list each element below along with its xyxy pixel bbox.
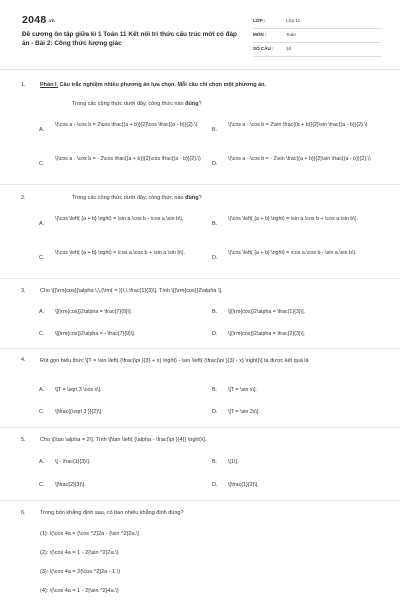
option-letter[interactable]: D. <box>212 331 218 337</box>
option-a[interactable]: \[ - \frac{1}{3}\]. <box>55 459 91 465</box>
statement-1: (1): \(\cos 4a = {\cos ^2}2a - {\sin ^2}2a.\) <box>40 531 140 537</box>
prompt-text: Trong các công thức dưới đây, công thức nào <box>72 195 186 201</box>
prompt-text: Trong các công thức dưới đây, công thức nào <box>72 101 186 107</box>
meta-row-count <box>253 43 381 57</box>
option-letter[interactable]: A. <box>39 459 45 465</box>
meta-label: LỚP : <box>253 18 266 23</box>
option-b[interactable]: \(\cos \left( {a + b} \right) = \sin a.\cos b + \cos a.\sin b\). <box>228 216 358 222</box>
option-c[interactable]: \(\cos a - \cos b = - 2\cos \frac{(a + b)}{2}\cos \frac{(a - b)}{2}.\) <box>55 156 201 162</box>
option-letter[interactable]: D. <box>212 409 218 415</box>
site-logo[interactable] <box>22 14 55 28</box>
option-letter[interactable]: C. <box>39 482 45 488</box>
document-meta <box>253 15 381 57</box>
option-letter[interactable]: B. <box>212 221 218 227</box>
option-letter[interactable]: B. <box>212 387 218 393</box>
section-heading: Phần I. <box>40 82 59 88</box>
question-divider <box>0 278 400 279</box>
option-a[interactable]: \(\cos \left( {a + b} \right) = \sin a.\cos b - \cos a.\sin b\). <box>55 216 184 222</box>
question-number: 2. <box>21 195 26 201</box>
option-letter[interactable]: C. <box>39 331 45 337</box>
question-divider <box>0 500 400 501</box>
document-header <box>0 0 400 70</box>
option-letter[interactable]: D. <box>212 255 218 261</box>
question-divider <box>0 348 400 349</box>
option-letter[interactable]: A. <box>39 127 45 133</box>
option-letter[interactable]: C. <box>39 255 45 261</box>
option-letter[interactable]: C. <box>39 409 45 415</box>
question-number: 1. <box>21 82 26 88</box>
meta-value: Toán <box>286 32 296 37</box>
meta-value: 16 <box>286 46 292 51</box>
option-d[interactable]: \(\cos \left( {a + b} \right) = \cos a.\cos b - \sin a.\sin b\). <box>228 250 357 256</box>
prompt-end: ? <box>198 195 202 201</box>
logo-suffix: .vn <box>47 18 55 23</box>
option-letter[interactable]: D. <box>212 482 218 488</box>
option-letter[interactable]: A. <box>39 309 45 315</box>
question-divider <box>0 427 400 428</box>
option-d[interactable]: \[\frac{1}{3}\]. <box>228 482 259 488</box>
meta-label: SỐ CÂU : <box>253 46 274 51</box>
option-b[interactable]: \[T = \sin x\]. <box>228 387 257 393</box>
option-letter[interactable]: B. <box>212 459 218 465</box>
prompt-end: ? <box>198 101 202 107</box>
question-prompt: Rút gọn biểu thức \[T = \sin \left( {\frac{\pi }{3} + x} \right) - \sin \left( {\frac{\pi }{3} - x} \right)\] ta được kết quả là <box>40 358 309 364</box>
prompt-emphasis: đúng <box>185 195 199 201</box>
prompt-emphasis: đúng <box>185 101 199 107</box>
option-c[interactable]: \[\frac{{\sqrt 3 }}{2}\]. <box>55 409 103 415</box>
option-b[interactable]: \[{\rm{cos}}2\alpha = \frac{1}{3}\]. <box>228 309 306 315</box>
meta-value: Lớp 11 <box>286 18 301 23</box>
statement-4: (4): \(\cos 4a = 1 - 2{\sin ^2}4a.\) <box>40 588 119 594</box>
question-number: 6. <box>21 510 26 516</box>
question-number: 5. <box>21 437 26 443</box>
option-b[interactable]: \[1\]. <box>228 459 239 465</box>
option-d[interactable]: \(\cos a - \cos b = - 2\sin \frac{(a + b)}{2}\sin \frac{(a - b)}{2}.\) <box>228 156 371 162</box>
option-letter[interactable]: A. <box>39 221 45 227</box>
option-a[interactable]: \[T = \sqrt 3 \cos x\]. <box>55 387 102 393</box>
option-d[interactable]: \[{\rm{cos}}2\alpha = \frac{2}{3}\]. <box>228 331 306 337</box>
option-b[interactable]: \(\cos a - \cos b = 2\sin \frac{(a + b)}{2}\sin \frac{(a - b)}{2}.\) <box>228 122 368 128</box>
question-prompt: Cho \[\tan \alpha = 2\]. Tính \[\tan \left( {\alpha - \frac{\pi }{4}} \right)\]. <box>40 437 207 443</box>
document-title: Đề cương ôn tập giữa kì 1 Toán 11 Kết nối tri thức cấu trúc mới có đáp án - Bài 2: Công thức lượng giác <box>22 31 237 47</box>
option-letter[interactable]: C. <box>39 161 45 167</box>
option-c[interactable]: \[{\rm{cos}}2\alpha = - \frac{7}{9}\]. <box>55 331 136 337</box>
option-a[interactable]: \[{\rm{cos}}2\alpha = \frac{7}{9}\]. <box>55 309 133 315</box>
logo-text: 2048 <box>22 14 47 26</box>
question-prompt <box>72 101 372 108</box>
question-number: 3. <box>21 288 26 294</box>
option-letter[interactable]: A. <box>39 387 45 393</box>
question-divider <box>0 184 400 185</box>
option-c[interactable]: \(\cos \left( {a + b} \right) = \cos a.\cos b + \sin a.\sin b\). <box>55 250 185 256</box>
statement-2: (2): \(\cos 4a = 1 - 2{\sin ^2}2a.\) <box>40 550 119 556</box>
option-letter[interactable]: B. <box>212 127 218 133</box>
statement-3: (3): \(\cos 4a = 2{\cos ^2}2a - 1.\) <box>40 569 121 575</box>
meta-row-class <box>253 15 381 29</box>
section-text: Câu trắc nghiệm nhiều phương án lựa chọn. Mỗi câu chỉ chọn một phương án. <box>58 82 267 88</box>
meta-row-subject <box>253 29 381 43</box>
question-prompt: Cho \[{\rm{cos}}\alpha \,\,{\rm{ = }}\,\,\frac{1}{3}\]. Tính \[{\rm{cos}}2\alpha \]. <box>40 288 223 294</box>
option-c[interactable]: \[\frac{2}{3}\]. <box>55 482 86 488</box>
question-number: 4. <box>21 357 26 363</box>
meta-label: MÔN : <box>253 32 267 37</box>
option-letter[interactable]: B. <box>212 309 218 315</box>
option-d[interactable]: \[T = \sin 2x\]. <box>228 409 260 415</box>
option-letter[interactable]: D. <box>212 161 218 167</box>
question-prompt <box>72 195 372 202</box>
question-prompt: Trong bốn khẳng định sau, có bao nhiêu khẳng định đúng? <box>40 510 184 516</box>
section-instructions <box>40 82 385 89</box>
option-a[interactable]: \(\cos a - \cos b = 2\cos \frac{(a + b)}{2}\cos \frac{(a - b)}{2}.\) <box>55 122 198 128</box>
